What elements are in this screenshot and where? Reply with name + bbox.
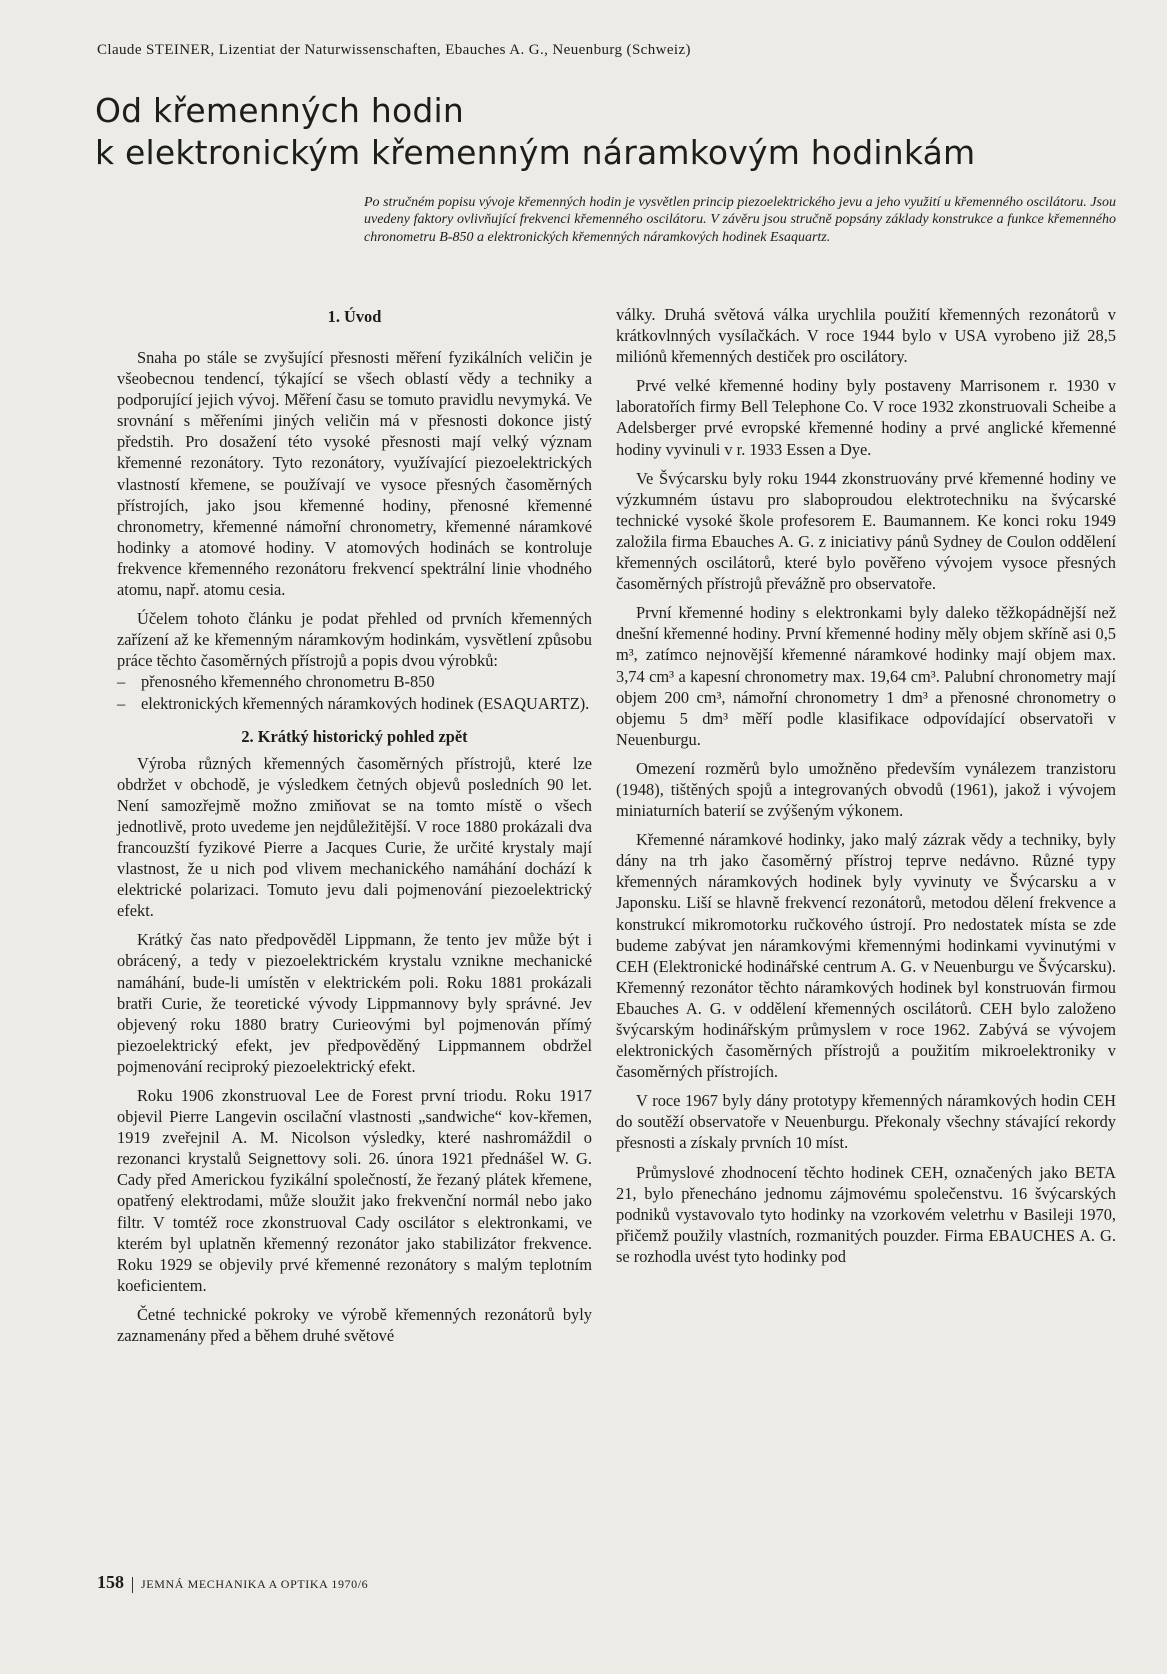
list-item-text: přenosného křemenného chronometru B-850 [141, 672, 435, 692]
paragraph: První křemenné hodiny s elektronkami byly daleko těžkopádnější než dnešní křemenné hodiny. První křemenné hodiny měly objem skříně asi 0,5 m³, zatímco nejnovější křemenné náramkové hodinky mají objem max. 3,74 cm³ a kapesní chronometry max. 19,64 cm³. Palubní chronometry mají objem 200 cm³, námořní chronometry 1 dm³ a přenosné chronometry o objemu 5 dm³ měří podle klasifikace odpovídající observatoři v Neuenburgu. [616, 603, 1116, 749]
article-title [95, 90, 1095, 174]
paragraph: Snaha po stále se zvyšující přesnosti měření fyzikálních veličin je všeobecnou tendencí, týkající se všech oblastí vědy a techniky a podporující jejich vývoj. Měření času se tomuto pravidlu nevymyká. Ve srovnání s měřeními jiných veličin má v přesnosti dokonce jistý předstih. Pro dosažení této vysoké přesnosti mají velký význam křemenné rezonátory. Tyto rezonátory, využívající piezoelektrických vlastností křemene, se používají ve vysoce přesných časoměrných přístrojích, jako jsou křemenné hodiny, přenosné křemenné chronometry, křemenné námořní chronometry, křemenné náramkové hodinky a atomové hodiny. V atomových hodinách se kontroluje frekvence křemenného rezonátoru frekvencí spektrální linie vhodného atomu, např. atomu cesia. [117, 348, 592, 600]
right-column [616, 304, 1116, 1275]
abstract: Po stručném popisu vývoje křemenných hodin je vysvětlen princip piezoelektrického jevu a jeho využití u křemenného oscilátoru. Jsou uvedeny faktory ovlivňující frekvenci křemenného oscilátoru. V závěru jsou stručně popsány základy konstrukce a funkce křemenného chronometru B-850 a elektronických křemenných náramkových hodinek Esaquartz. [364, 195, 1116, 245]
paragraph: Ve Švýcarsku byly roku 1944 zkonstruovány prvé křemenné hodiny ve výzkumném ústavu pro slaboproudou elektrotechniku na švýcarské technické vysoké škole profesorem E. Baumannem. Ke konci roku 1949 založila firma Ebauches A. G. z iniciativy pánů Sydney de Coulon oddělení křemenných oscilátorů, které bylo pověřeno vývojem vysoce přesných časoměrných přístrojů převážně pro observatoře. [616, 468, 1116, 594]
paragraph: V roce 1967 byly dány prototypy křemenných náramkových hodin CEH do soutěží observatoře v Neuenburgu. Překonaly všechny stávající rekordy přesnosti a získaly prvních 10 míst. [616, 1091, 1116, 1153]
paragraph: Roku 1906 zkonstruoval Lee de Forest první triodu. Roku 1917 objevil Pierre Langevin oscilační vlastnosti „sandwiche“ kov-křemen, 1919 zveřejnil A. M. Nicolson výsledky, které nashromáždil o rezonanci krystalů Seignettovy soli. 26. února 1921 přednášel W. G. Cady před Americkou fyzikální společností, že řezaný plátek křemene, opatřený elektrodami, může sloužit jako frekvenční normál nebo jako filtr. V tomtéž roce zkonstruoval Cady oscilátor s elektronkami, ve kterém byl uplatněn křemenný rezonátor jako stabilizátor frekvence. Roku 1929 se objevily prvé křemenné rezonátory s malým teplotním koeficientem. [117, 1086, 592, 1295]
paragraph: Četné technické pokroky ve výrobě křemenných rezonátorů byly zaznamenány před a během druhé světové [117, 1304, 592, 1346]
paragraph: Křemenné náramkové hodinky, jako malý zázrak vědy a techniky, byly dány na trh jako časoměrný přístroj teprve nedávno. Různé typy křemenných náramkových hodinek byly vyvinuty ve Švýcarsku a v Japonsku. Liší se hlavně frekvencí rezonátorů, metodou dělení frekvence a konstrukcí mikromotorku ručkového ústrojí. Pro nedostatek místa se zde budeme zabývat jen náramkovými křemennými hodinkami vyvinutými v CEH (Elektronické hodinářské centrum A. G. v Neuenburgu ve Švýcarsku). Křemenný rezonátor těchto náramkových hodinek byl konstruován firmou Ebauches A. G. v oddělení křemenných oscilátorů. CEH bylo založeno švýcarským hodinářským průmyslem v roce 1962. Zabývá se vývojem elektronických časoměrných přístrojů a použitím mikroelektroniky v časoměrných přístrojích. [616, 830, 1116, 1082]
author-line: Claude STEINER, Lizentiat der Naturwissenschaften, Ebauches A. G., Neuenburg (Schweiz) [97, 42, 691, 58]
section-1-heading: 1. Úvod [327, 307, 382, 326]
list-item [117, 693, 592, 714]
left-column [117, 306, 592, 1354]
list-dash: – [117, 672, 126, 692]
paragraph: Výroba různých křemenných časoměrných přístrojů, které lze obdržet v obchodě, je výsledkem četných objevů posledních 90 let. Není samozřejmě možno zmiňovat se na tomto místě o všech jednotlivě, proto uvedeme jen nejdůležitější. V roce 1880 prokázali dva francouzští fyzikové Pierre a Jacques Curie, že určité krystaly mají vlastnost, že u nich pod vlivem mechanického namáhání dochází k elektrické polarizaci. Tomuto jevu dali pojmenování piezoelektrický efekt. [117, 753, 592, 921]
paragraph: Prvé velké křemenné hodiny byly postaveny Marrisonem r. 1930 v laboratořích firmy Bell Telephone Co. V roce 1932 zkonstruovali Scheibe a Adelsberger prvé evropské křemenné hodiny a prvé anglické křemenné hodiny vyvinuli v r. 1933 Essen a Dye. [616, 376, 1116, 459]
page-number: 158 [97, 1572, 124, 1592]
list-dash: – [117, 693, 126, 713]
paragraph: Účelem tohoto článku je podat přehled od prvních křemenných zařízení až ke křemenným náramkovým hodinkám, vysvětlení způsobu práce těchto časoměrných přístrojů a popis dvou výrobků: [117, 609, 592, 671]
page-footer [97, 1572, 697, 1593]
list-item [117, 671, 592, 692]
paragraph: Průmyslové zhodnocení těchto hodinek CEH, označených jako BETA 21, bylo přenecháno jednomu zájmovému společenstvu. 16 švýcarských podniků vystavovalo tyto hodinky na vzorkovém veletrhu v Basileji 1970, přičemž použily vlastních, rozmanitých pouzder. Firma EBAUCHES A. G. se rozhodla uvést tyto hodinky pod [616, 1162, 1116, 1266]
footer-divider [132, 1577, 133, 1593]
section-2-heading: 2. Krátký historický pohled zpět [241, 726, 468, 746]
list-item-text: elektronických křemenných náramkových hodinek (ESAQUARTZ). [141, 693, 590, 713]
title-line-2: k elektronickým křemenným náramkovým hodinkám [95, 133, 976, 172]
paragraph: Omezení rozměrů bylo umožněno především vynálezem tranzistoru (1948), tištěných spojů a integrovaných obvodů (1961), jakož i vývojem miniaturních baterií se zvýšeným výkonem. [616, 758, 1116, 821]
paragraph: války. Druhá světová válka urychlila použití křemenných rezonátorů v krátkovlnných vysílačkách. V roce 1944 bylo v USA vyrobeno již 28,5 miliónů křemenných destiček pro oscilátory. [616, 305, 1116, 367]
journal-name: JEMNÁ MECHANIKA A OPTIKA 1970/6 [141, 1577, 369, 1591]
paragraph: Krátký čas nato předpověděl Lippmann, že tento jev může být i obrácený, a tedy v piezoelektrickém krystalu vznikne mechanické namáhání, bude-li umístěn v elektrickém poli. Roku 1881 prokázali bratři Curie, že teoretické vývody Lippmannovy byly správné. Jev objevený roku 1880 bratry Curieovými byl pojmenován přímý piezoelektrický efekt, jev předpověděný Lippmannem obdržel pojmenování reciproký piezoelektrický efekt. [117, 930, 592, 1076]
product-list [117, 671, 592, 713]
title-line-1: Od křemenných hodin [95, 91, 464, 130]
